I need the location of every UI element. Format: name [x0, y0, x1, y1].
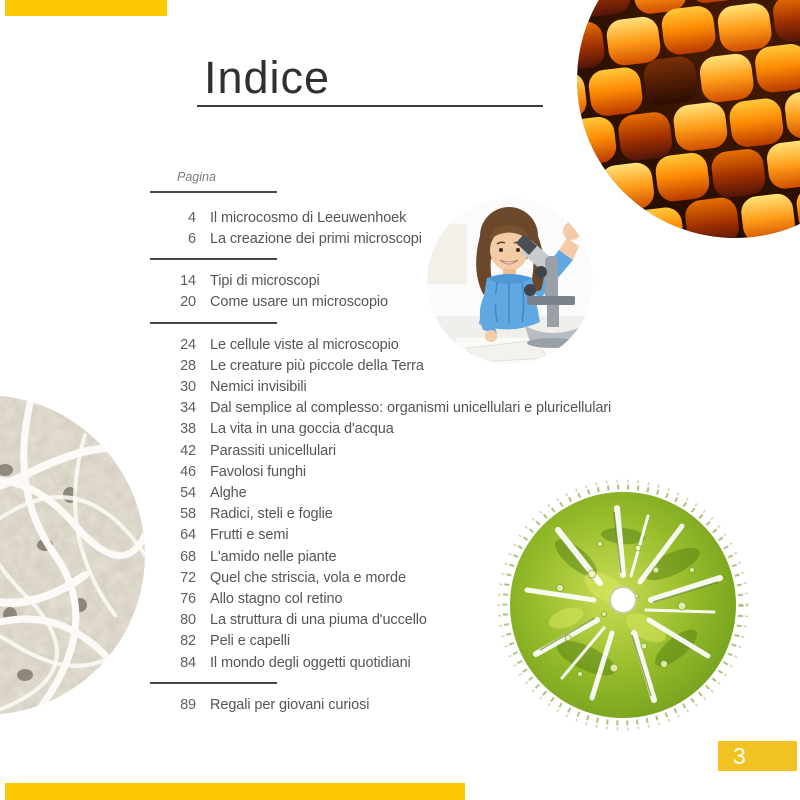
toc-entry-title: Parassiti unicellulari	[210, 442, 336, 459]
toc-entry	[150, 694, 670, 715]
toc-entry	[150, 398, 670, 419]
toc-entry-page-number: 76	[180, 590, 196, 607]
toc-entry-page-number: 58	[180, 506, 196, 523]
toc-entry	[150, 292, 670, 313]
toc-entry-page-number: 72	[180, 569, 196, 586]
header-rule	[150, 191, 277, 193]
page-number: 3	[733, 742, 746, 769]
toc-entry-title: Come usare un microscopio	[210, 294, 389, 311]
toc-entry-title: L'amido nelle piante	[210, 548, 337, 565]
toc-entry-title: Peli e capelli	[210, 633, 291, 650]
page-column-header: Pagina	[177, 170, 216, 184]
toc-entry-title: Radici, steli e foglie	[210, 506, 333, 523]
page-number-badge	[718, 741, 797, 771]
toc-entry-title: Le cellule viste al microscopio	[210, 336, 399, 353]
toc-separator	[150, 313, 670, 334]
toc-entry	[150, 207, 670, 228]
butterfly-wing-scales-photo	[577, 0, 800, 238]
toc-entry	[150, 652, 670, 673]
toc-entry	[150, 588, 670, 609]
toc-entry	[150, 546, 670, 567]
toc-entry-title: La struttura di una piuma d'uccello	[210, 612, 427, 629]
bottom-accent-bar	[5, 783, 465, 800]
toc-entry-title: Tipi di microscopi	[210, 273, 320, 290]
toc-entry	[150, 334, 670, 355]
toc-entry-title: Frutti e semi	[210, 527, 289, 544]
toc-entry	[150, 525, 670, 546]
toc-entry-title: Quel che striscia, vola e morde	[210, 569, 406, 586]
toc-entry-title: Le creature più piccole della Terra	[210, 357, 424, 374]
toc-entry	[150, 271, 670, 292]
toc-entry-title: Dal semplice al complesso: organismi unicellulari e pluricellulari	[210, 400, 612, 417]
toc-entry-page-number: 4	[188, 209, 196, 226]
toc-entry	[150, 419, 670, 440]
toc-entry-title: Favolosi funghi	[210, 463, 307, 480]
page-title: Indice	[204, 52, 331, 103]
toc-entry-page-number: 42	[180, 442, 196, 459]
toc-entry-title: Il microcosmo di Leeuwenhoek	[210, 209, 407, 226]
top-accent-bar	[5, 0, 167, 16]
toc-entry-page-number: 82	[180, 633, 196, 650]
toc-entry	[150, 228, 670, 249]
title-rule	[197, 105, 543, 107]
toc-entry-page-number: 24	[180, 336, 196, 353]
toc-entry-title: La creazione dei primi microscopi	[210, 230, 422, 247]
toc-entry-page-number: 20	[180, 294, 196, 311]
toc-entry-title: Il mondo degli oggetti quotidiani	[210, 654, 411, 671]
toc-entry	[150, 482, 670, 503]
toc-entry-page-number: 34	[180, 400, 196, 417]
toc-entry	[150, 567, 670, 588]
toc-entry-page-number: 89	[180, 696, 196, 713]
toc-entry-title: Alghe	[210, 485, 247, 502]
toc-entry-page-number: 46	[180, 463, 196, 480]
toc-entry-page-number: 28	[180, 357, 196, 374]
toc-entry-page-number: 64	[180, 527, 196, 544]
toc-entry-page-number: 84	[180, 654, 196, 671]
toc-separator	[150, 249, 670, 270]
toc-entry-page-number: 38	[180, 421, 196, 438]
toc-entry-page-number: 68	[180, 548, 196, 565]
toc-entry	[150, 461, 670, 482]
toc-entry-title: La vita in una goccia d'acqua	[210, 421, 394, 438]
toc-entry-page-number: 14	[180, 273, 196, 290]
toc-entry-page-number: 6	[188, 230, 196, 247]
toc-entry-title: Allo stagno col retino	[210, 590, 343, 607]
toc-entry-page-number: 80	[180, 612, 196, 629]
toc-entry	[150, 610, 670, 631]
toc-entry-title: Nemici invisibili	[210, 379, 307, 396]
toc-entry	[150, 377, 670, 398]
toc-entry-title: Regali per giovani curiosi	[210, 696, 370, 713]
toc-entry	[150, 355, 670, 376]
toc-entry	[150, 631, 670, 652]
sponge-micrograph-photo	[0, 395, 145, 715]
toc-separator	[150, 673, 670, 694]
toc-list	[150, 207, 670, 716]
toc-entry-page-number: 54	[180, 485, 196, 502]
toc-entry	[150, 504, 670, 525]
toc-entry	[150, 440, 670, 461]
toc-entry-page-number: 30	[180, 379, 196, 396]
